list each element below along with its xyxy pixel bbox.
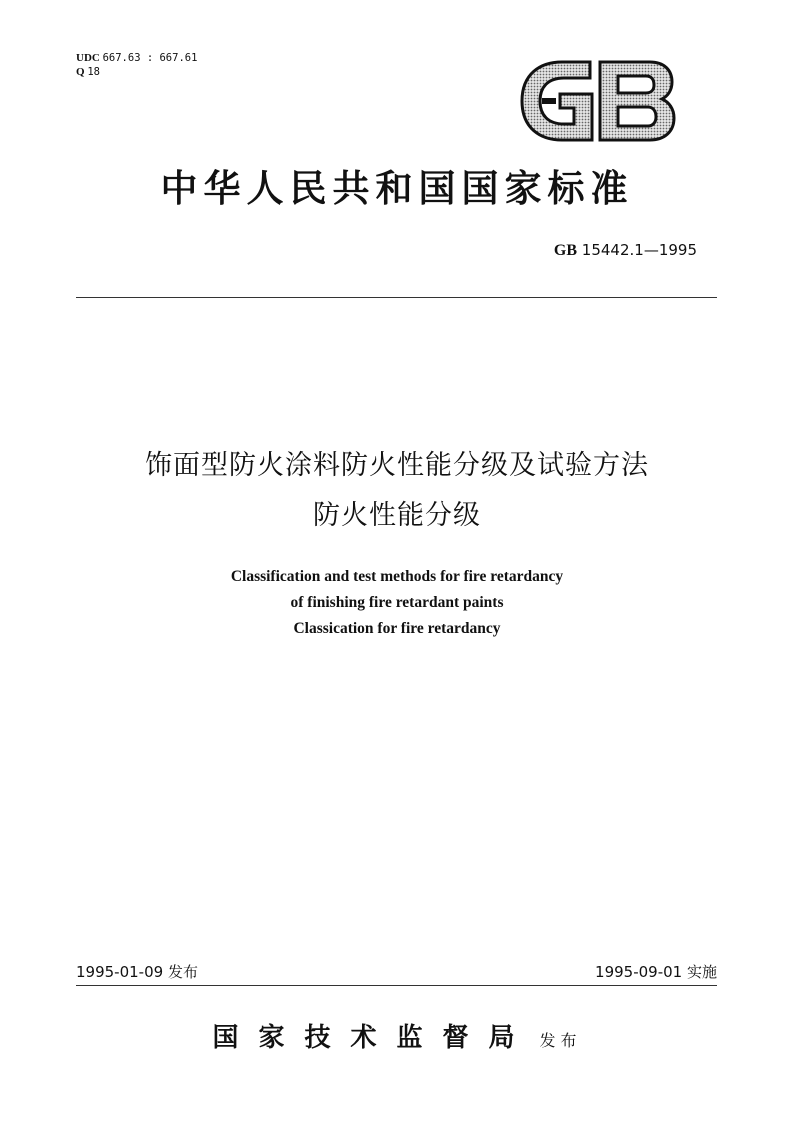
header-divider: [76, 297, 717, 298]
standard-code: 15442.1—1995: [581, 241, 697, 259]
publisher-action: 发布: [539, 1031, 582, 1050]
standard-prefix: GB: [553, 242, 578, 259]
title-cn-line2: 防火性能分级: [313, 500, 481, 531]
gb-logo-icon: [518, 58, 676, 144]
footer-divider: [76, 985, 717, 986]
standard-number: [554, 240, 697, 261]
title-en-line2: of finishing fire retardant paints: [290, 594, 504, 611]
title-en-line1: Classification and test methods for fire retardancy: [230, 568, 564, 585]
ccs-label: Q: [76, 66, 85, 78]
issue-date: 1995-01-09 发布: [76, 963, 198, 981]
implementation-date: 1995-09-01 实施: [595, 963, 717, 981]
ccs-code: [76, 66, 100, 79]
udc-value: 667.63 : 667.61: [102, 52, 198, 64]
publisher-name: 国家技术监督局: [212, 1023, 535, 1053]
title-cn-line1: 饰面型防火涂料防火性能分级及试验方法: [145, 450, 649, 481]
udc-code: [76, 52, 197, 65]
title-en-line3: Classication for fire retardancy: [293, 620, 501, 637]
ccs-value: 18: [87, 66, 100, 78]
udc-label: UDC: [76, 52, 100, 64]
country-standard-title: 中华人民共和国国家标准: [160, 166, 634, 210]
publisher: [60, 1018, 734, 1061]
